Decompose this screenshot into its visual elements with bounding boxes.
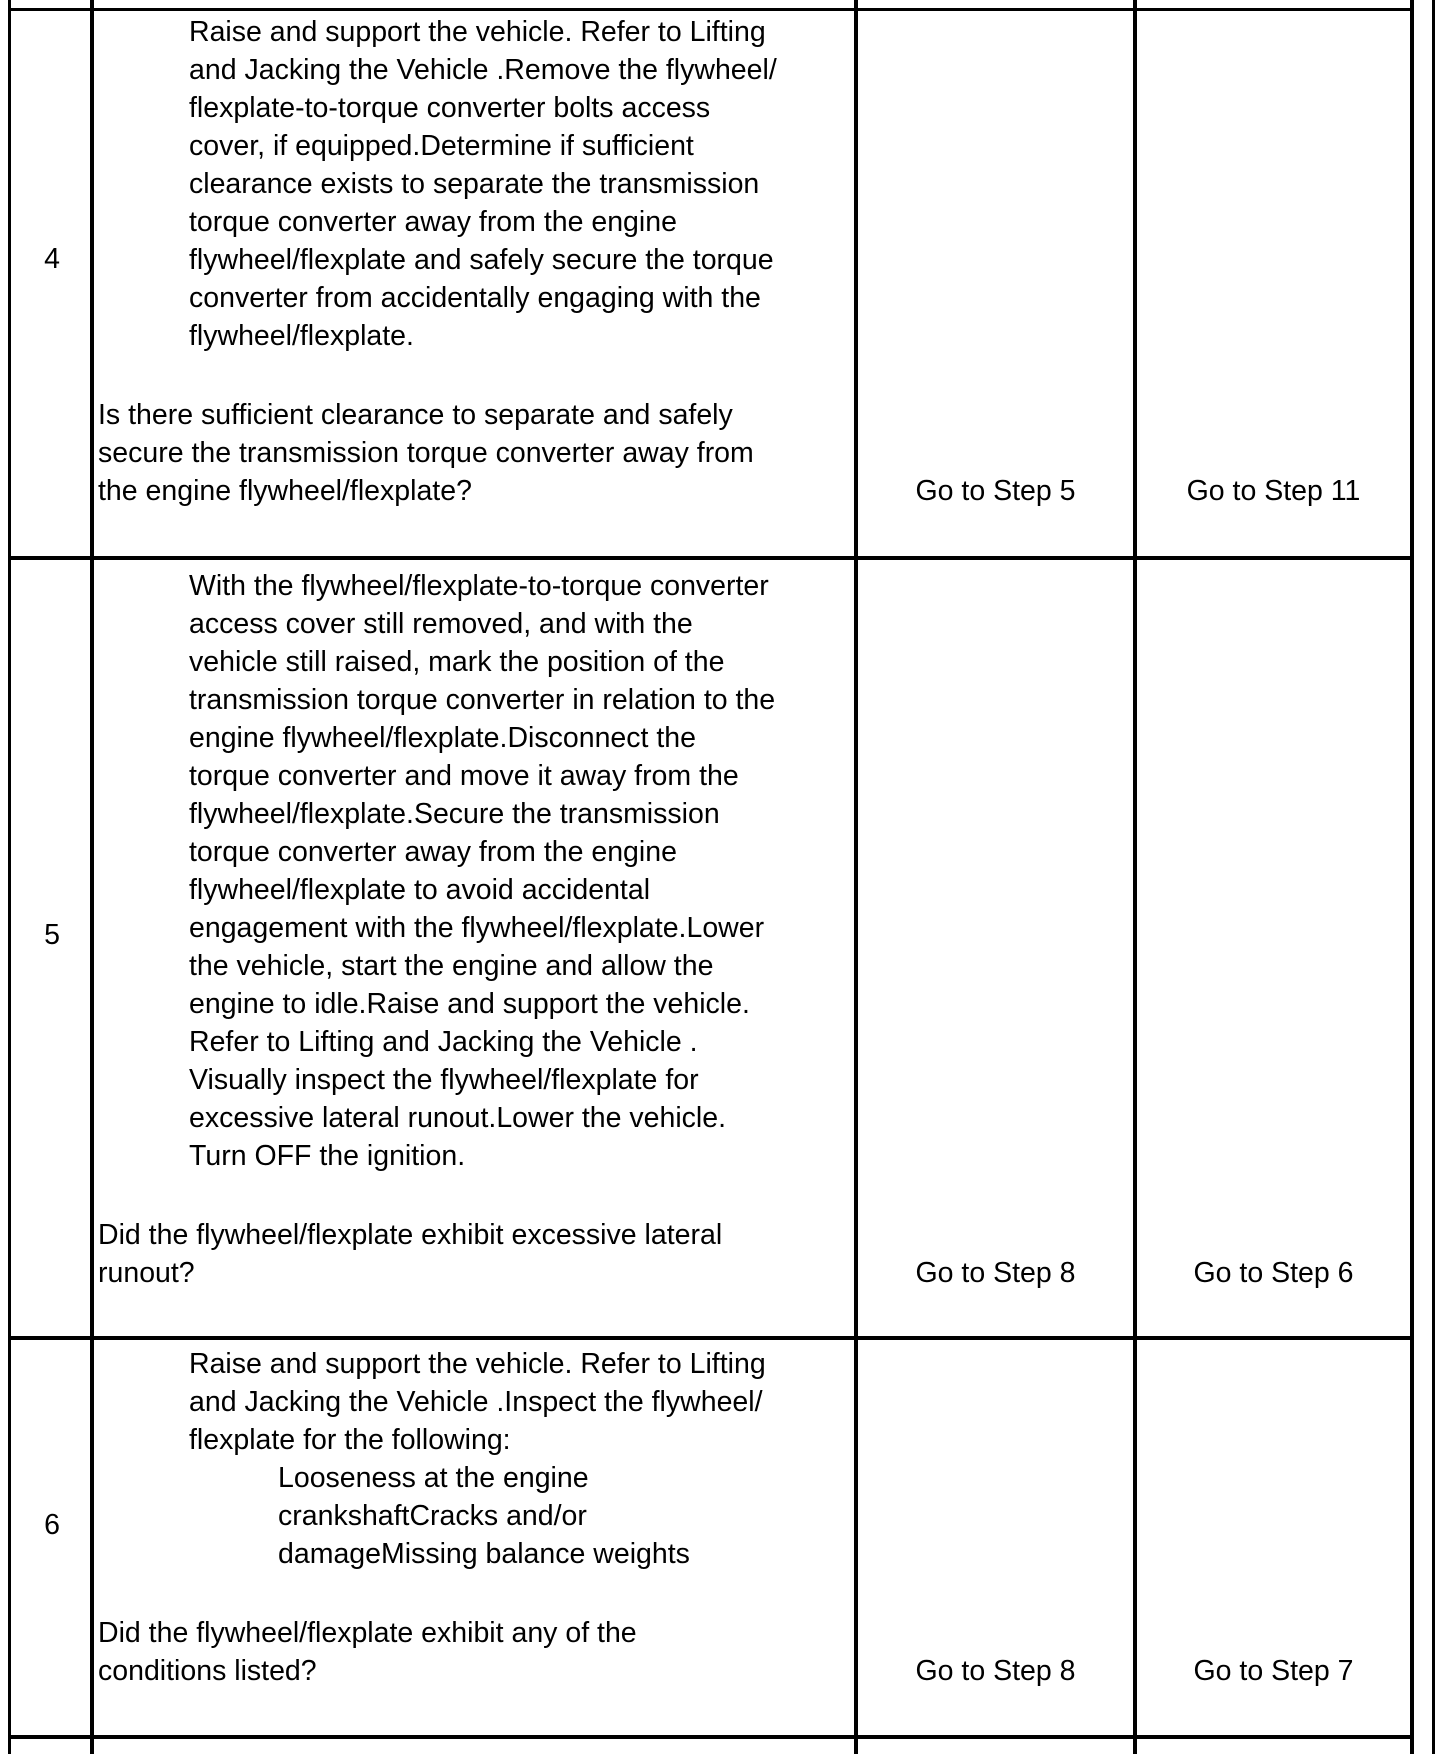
action-line: With the flywheel/flexplate-to-torque converter xyxy=(189,570,769,602)
action-line: and Jacking the Vehicle .Remove the flywheel/ xyxy=(189,54,777,86)
column-divider-yes xyxy=(1133,0,1137,1754)
action-line: transmission torque converter in relation to the xyxy=(189,684,776,716)
action-line: torque converter away from the engine xyxy=(189,836,677,868)
question-line: Did the flywheel/flexplate exhibit excessive lateral xyxy=(98,1219,723,1251)
question-line: the engine flywheel/flexplate? xyxy=(98,475,472,507)
question-line: secure the transmission torque converter away from xyxy=(98,437,754,469)
action-line: flywheel/flexplate to avoid accidental xyxy=(189,874,651,906)
column-divider-action xyxy=(854,0,858,1754)
action-line: Raise and support the vehicle. Refer to Lifting xyxy=(189,16,766,48)
action-line: engagement with the flywheel/flexplate.Lower xyxy=(189,912,765,944)
action-line: cover, if equipped.Determine if sufficient xyxy=(189,130,694,162)
condition-line: Looseness at the engine xyxy=(278,1462,589,1494)
row-divider-4-5 xyxy=(8,556,1414,560)
action-line: flywheel/flexplate. xyxy=(189,320,414,352)
action-line: excessive lateral runout.Lower the vehicle. xyxy=(189,1102,727,1134)
no-action: Go to Step 11 xyxy=(1186,475,1361,507)
step-number: 6 xyxy=(44,1509,60,1541)
action-line: converter from accidentally engaging with the xyxy=(189,282,761,314)
row-border-bottom xyxy=(8,1735,1414,1739)
question-line: Did the flywheel/flexplate exhibit any of the xyxy=(98,1617,637,1649)
action-line: flexplate-to-torque converter bolts access xyxy=(189,92,711,124)
condition-line: damageMissing balance weights xyxy=(278,1538,690,1570)
column-divider-step xyxy=(90,0,94,1754)
action-line: flywheel/flexplate and safely secure the torque xyxy=(189,244,774,276)
action-line: vehicle still raised, mark the position of the xyxy=(189,646,725,678)
action-line: flywheel/flexplate.Secure the transmission xyxy=(189,798,720,830)
action-line: Visually inspect the flywheel/flexplate for xyxy=(189,1064,699,1096)
row-border-top xyxy=(8,8,1414,11)
action-line: clearance exists to separate the transmission xyxy=(189,168,760,200)
row-divider-5-6 xyxy=(8,1336,1414,1340)
action-line: Refer to Lifting and Jacking the Vehicle . xyxy=(189,1026,698,1058)
question-line: runout? xyxy=(98,1257,195,1289)
action-line: Raise and support the vehicle. Refer to Lifting xyxy=(189,1348,766,1380)
action-line: the vehicle, start the engine and allow the xyxy=(189,950,714,982)
action-line: Turn OFF the ignition. xyxy=(189,1140,466,1172)
no-action: Go to Step 6 xyxy=(1193,1257,1354,1289)
no-action: Go to Step 7 xyxy=(1193,1655,1354,1687)
action-line: access cover still removed, and with the xyxy=(189,608,693,640)
table-border-left xyxy=(8,0,11,1754)
action-line: engine flywheel/flexplate.Disconnect the xyxy=(189,722,696,754)
step-number: 4 xyxy=(44,243,60,275)
action-line: engine to idle.Raise and support the vehicle. xyxy=(189,988,750,1020)
step-number: 5 xyxy=(44,919,60,951)
condition-line: crankshaftCracks and/or xyxy=(278,1500,587,1532)
page-edge-right xyxy=(1432,0,1435,1754)
yes-action: Go to Step 8 xyxy=(915,1655,1076,1687)
table-border-right xyxy=(1410,0,1414,1754)
action-line: torque converter away from the engine xyxy=(189,206,677,238)
yes-action: Go to Step 8 xyxy=(915,1257,1076,1289)
yes-action: Go to Step 5 xyxy=(915,475,1076,507)
action-line: torque converter and move it away from the xyxy=(189,760,739,792)
action-line: flexplate for the following: xyxy=(189,1424,511,1456)
question-line: Is there sufficient clearance to separate and safely xyxy=(98,399,733,431)
question-line: conditions listed? xyxy=(98,1655,317,1687)
action-line: and Jacking the Vehicle .Inspect the flywheel/ xyxy=(189,1386,763,1418)
